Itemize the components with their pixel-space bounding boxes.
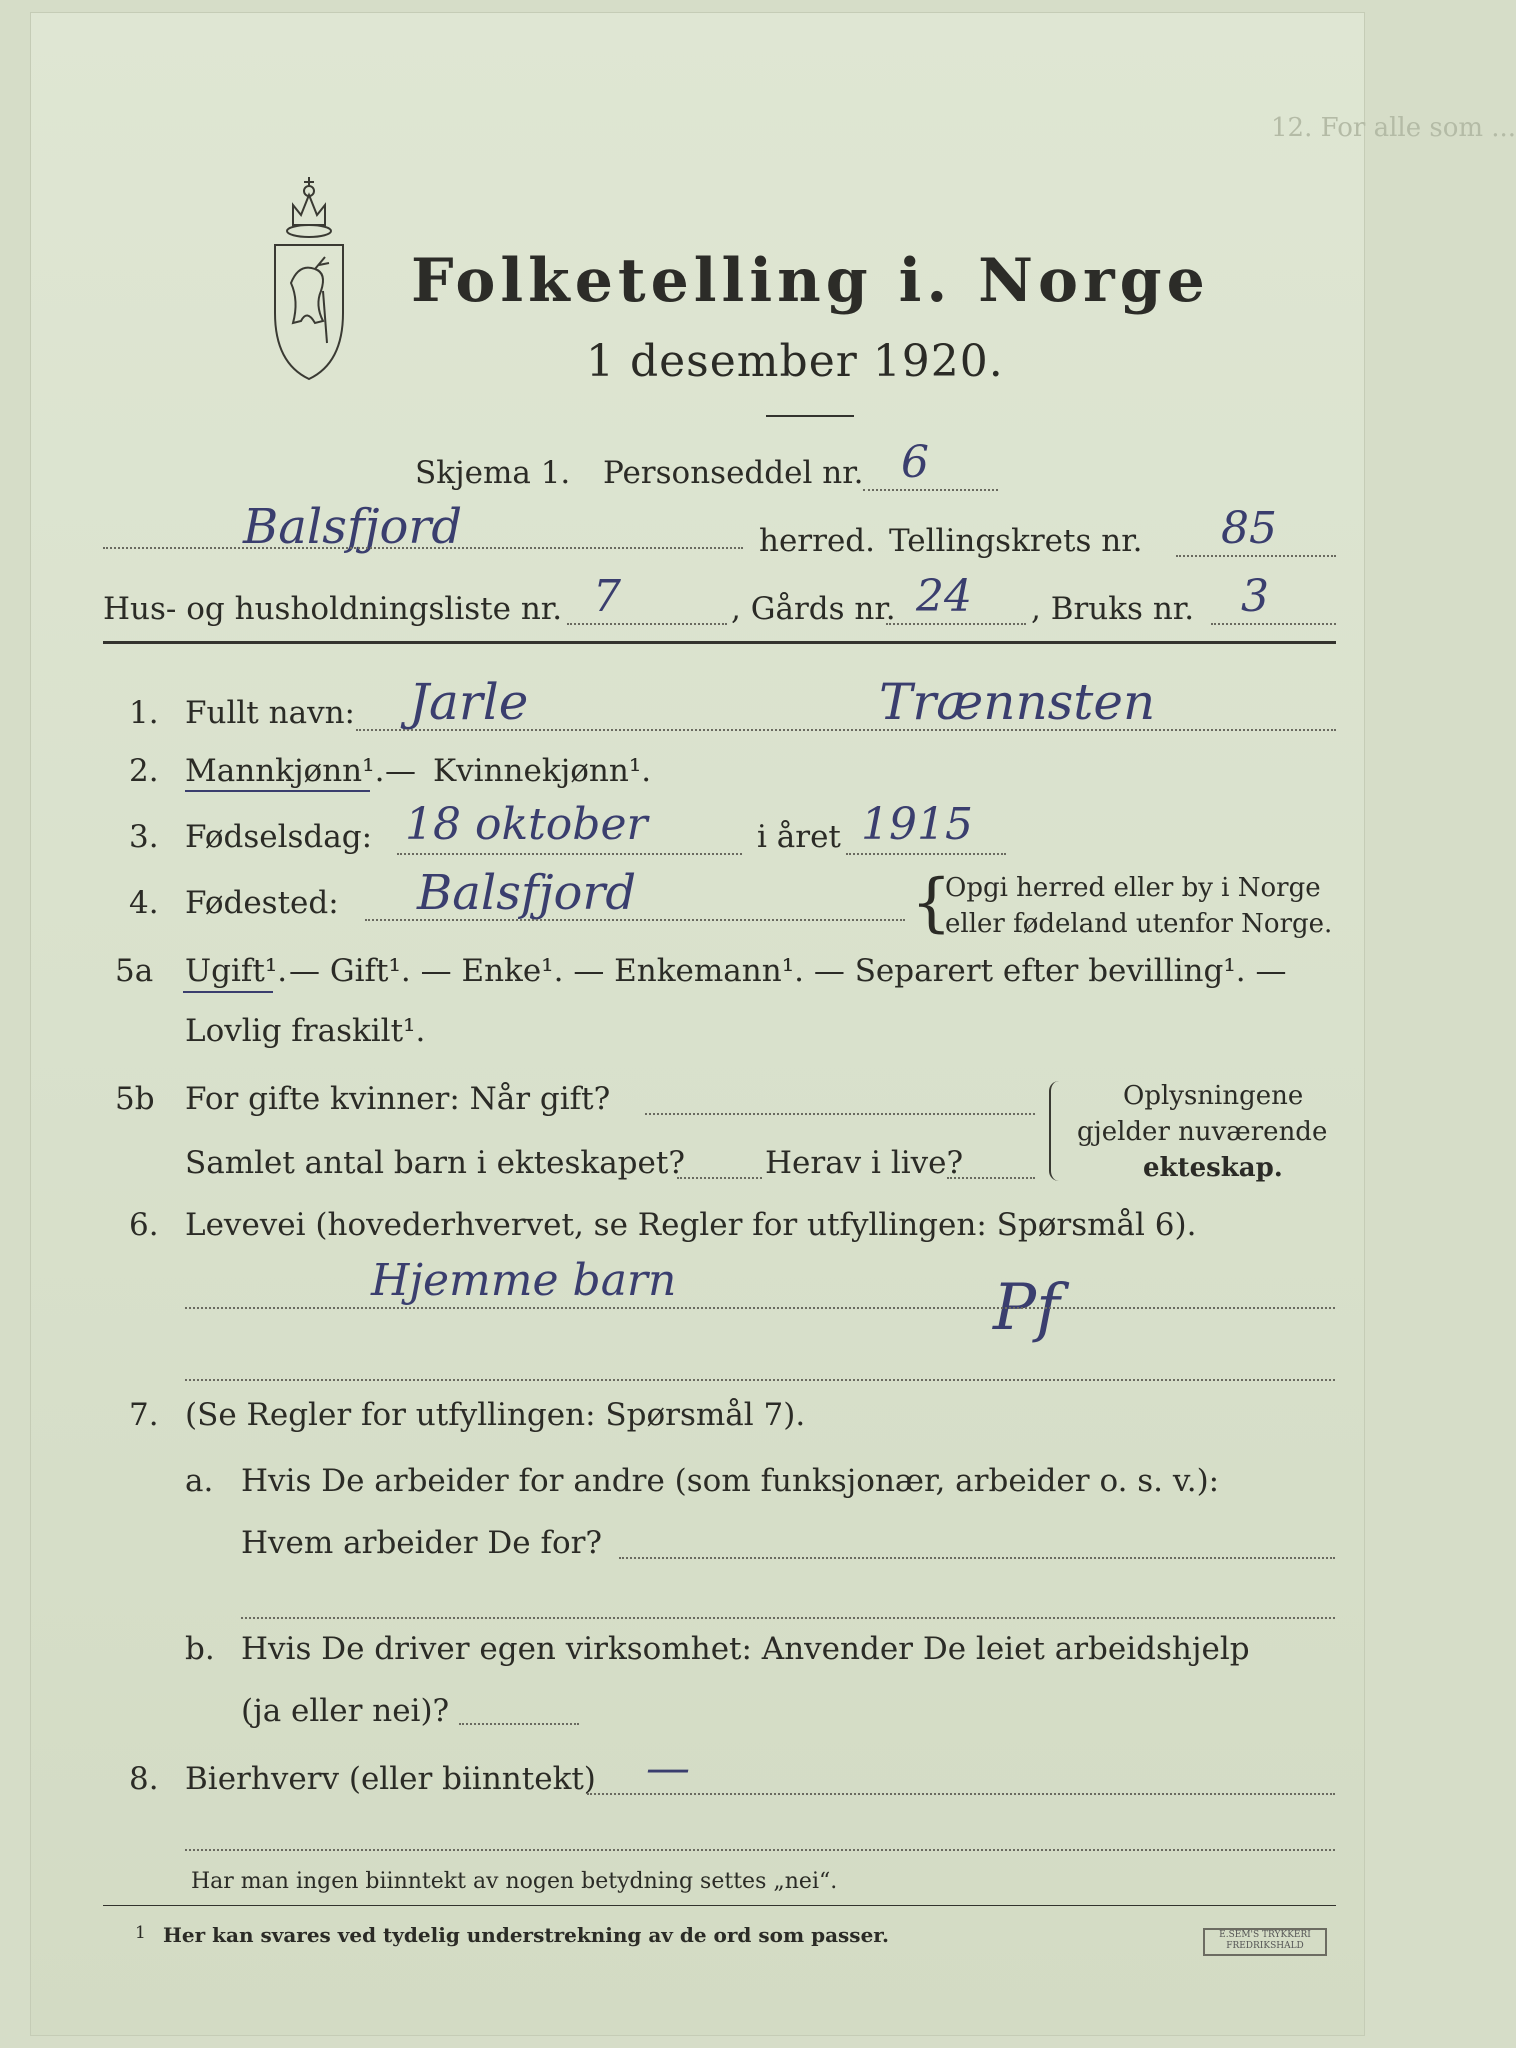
printer-name: E.SEM'S TRYKKERI (1219, 1930, 1311, 1940)
title-divider (766, 415, 854, 417)
printer-city: FREDRIKSHALD (1226, 1941, 1304, 1951)
birthplace-note-2: eller fødeland utenfor Norge. (945, 909, 1333, 939)
printer-stamp (1203, 1928, 1327, 1956)
children-count-label: Samlet antal barn i ekteskapet? (185, 1145, 685, 1181)
q6-number: 6. (129, 1207, 159, 1243)
gards-value[interactable]: 24 (916, 571, 972, 622)
herred-label: herred. (759, 523, 875, 559)
full-name-line (356, 729, 1336, 731)
occupation-mark: Pf (993, 1271, 1060, 1345)
q7-number: 7. (129, 1397, 159, 1433)
q2-number: 2. (129, 753, 159, 789)
birthplace-value[interactable]: Balsfjord (417, 865, 637, 921)
employer-label: Hvem arbeider De for? (241, 1525, 603, 1561)
hired-help-label: (ja eller nei)? (241, 1693, 450, 1729)
birth-year-value[interactable]: 1915 (861, 799, 973, 850)
bleed-through-text: 12. For alle som ... (1271, 113, 1516, 143)
occupation-line-2 (185, 1379, 1335, 1381)
marital-status-ugift[interactable]: Ugift¹. (185, 953, 288, 989)
tellingskrets-value[interactable]: 85 (1221, 503, 1277, 554)
employer-line-2 (241, 1617, 1335, 1619)
q5a-number: 5a (115, 953, 154, 989)
side-income-value[interactable]: — (646, 1743, 690, 1794)
birth-year-line (846, 853, 1006, 855)
schema-label: Skjema 1. (415, 455, 571, 491)
married-when-label: For gifte kvinner: Når gift? (185, 1081, 611, 1117)
no-income-note: Har man ingen biinntekt av nogen betydning settes „nei“. (191, 1869, 838, 1894)
birthplace-line (365, 919, 905, 921)
side-income-line-1 (587, 1793, 1335, 1795)
q4-label: Fødested: (185, 885, 339, 921)
q8-label: Bierhverv (eller biinntekt) (185, 1761, 596, 1797)
footnote-text: Her kan svares ved tydelig understrekning av de ord som passer. (163, 1923, 889, 1947)
q7b-letter: b. (185, 1631, 215, 1667)
children-alive-line (947, 1177, 1035, 1179)
q7a-letter: a. (185, 1463, 214, 1499)
full-name-first[interactable]: Jarle (409, 673, 529, 731)
hired-help-line (459, 1723, 579, 1725)
personseddel-label: Personseddel nr. (603, 455, 864, 491)
married-when-line (645, 1113, 1035, 1115)
birthdate-value[interactable]: 18 oktober (405, 799, 648, 850)
birthplace-note-1: Opgi herred eller by i Norge (945, 873, 1321, 903)
employer-line-1 (619, 1557, 1335, 1559)
gender-female-option[interactable]: Kvinnekjønn¹. (433, 753, 652, 789)
bruks-value[interactable]: 3 (1241, 571, 1269, 622)
marriage-note-1: Oplysningene (1123, 1081, 1304, 1111)
gards-line (886, 623, 1026, 625)
tellingskrets-label: Tellingskrets nr. (889, 523, 1143, 559)
occupation-value[interactable]: Hjemme barn (371, 1255, 677, 1306)
census-form-page (30, 12, 1516, 2036)
gender-male-option[interactable]: Mannkjønn¹. (185, 753, 385, 789)
personseddel-value[interactable]: 6 (901, 437, 929, 488)
norwegian-coat-of-arms-icon (263, 173, 355, 383)
q7b-text: Hvis De driver egen virksomhet: Anvender De leiet arbeidshjelp (241, 1631, 1250, 1667)
footer-rule (103, 1905, 1336, 1906)
herred-value[interactable]: Balsfjord (243, 499, 463, 555)
herred-line (103, 547, 743, 549)
marriage-note-3: ekteskap. (1143, 1153, 1283, 1183)
husliste-line (567, 623, 727, 625)
side-income-line-2 (185, 1849, 1335, 1851)
gards-label: , Gårds nr. (731, 591, 896, 627)
marital-status-options[interactable]: — Gift¹. — Enke¹. — Enkemann¹. — Separert efter bevilling¹. — (289, 953, 1287, 989)
bruks-line (1211, 623, 1336, 625)
q5b-number: 5b (115, 1081, 155, 1117)
form-title: Folketelling i. Norge (411, 246, 1210, 316)
birth-year-label: i året (757, 819, 841, 855)
birthplace-brace: { (911, 866, 952, 940)
q1-number: 1. (129, 695, 159, 731)
footnote-number: 1 (135, 1923, 146, 1943)
ugift-underline (183, 991, 273, 993)
bruks-label: , Bruks nr. (1031, 591, 1195, 627)
q8-number: 8. (129, 1761, 159, 1797)
husliste-label: Hus- og husholdningsliste nr. (103, 591, 563, 627)
header-rule (103, 641, 1336, 644)
q7a-text: Hvis De arbeider for andre (som funksjonær, arbeider o. s. v.): (241, 1463, 1220, 1499)
q3-number: 3. (129, 819, 159, 855)
personseddel-line (863, 489, 998, 491)
husliste-value[interactable]: 7 (593, 571, 621, 622)
full-name-last[interactable]: Trænnsten (879, 673, 1156, 731)
q1-label: Fullt navn: (185, 695, 355, 731)
occupation-line-1 (185, 1307, 1335, 1309)
children-alive-label: Herav i live? (765, 1145, 964, 1181)
q7-label: (Se Regler for utfyllingen: Spørsmål 7). (185, 1397, 806, 1433)
census-date: 1 desember 1920. (586, 336, 1004, 387)
tellingskrets-line (1176, 555, 1336, 557)
marital-status-fraskilt[interactable]: Lovlig fraskilt¹. (185, 1013, 426, 1049)
q6-label: Levevei (hovederhvervet, se Regler for utfyllingen: Spørsmål 6). (185, 1207, 1197, 1243)
birthdate-line (397, 853, 742, 855)
q4-number: 4. (129, 885, 159, 921)
children-count-line (677, 1177, 762, 1179)
gender-male-underline (185, 790, 370, 792)
gender-separator: — (385, 753, 416, 789)
marriage-note-2: gjelder nuværende (1077, 1117, 1328, 1147)
q3-label: Fødselsdag: (185, 819, 373, 855)
marriage-note-bracket (1049, 1081, 1061, 1181)
